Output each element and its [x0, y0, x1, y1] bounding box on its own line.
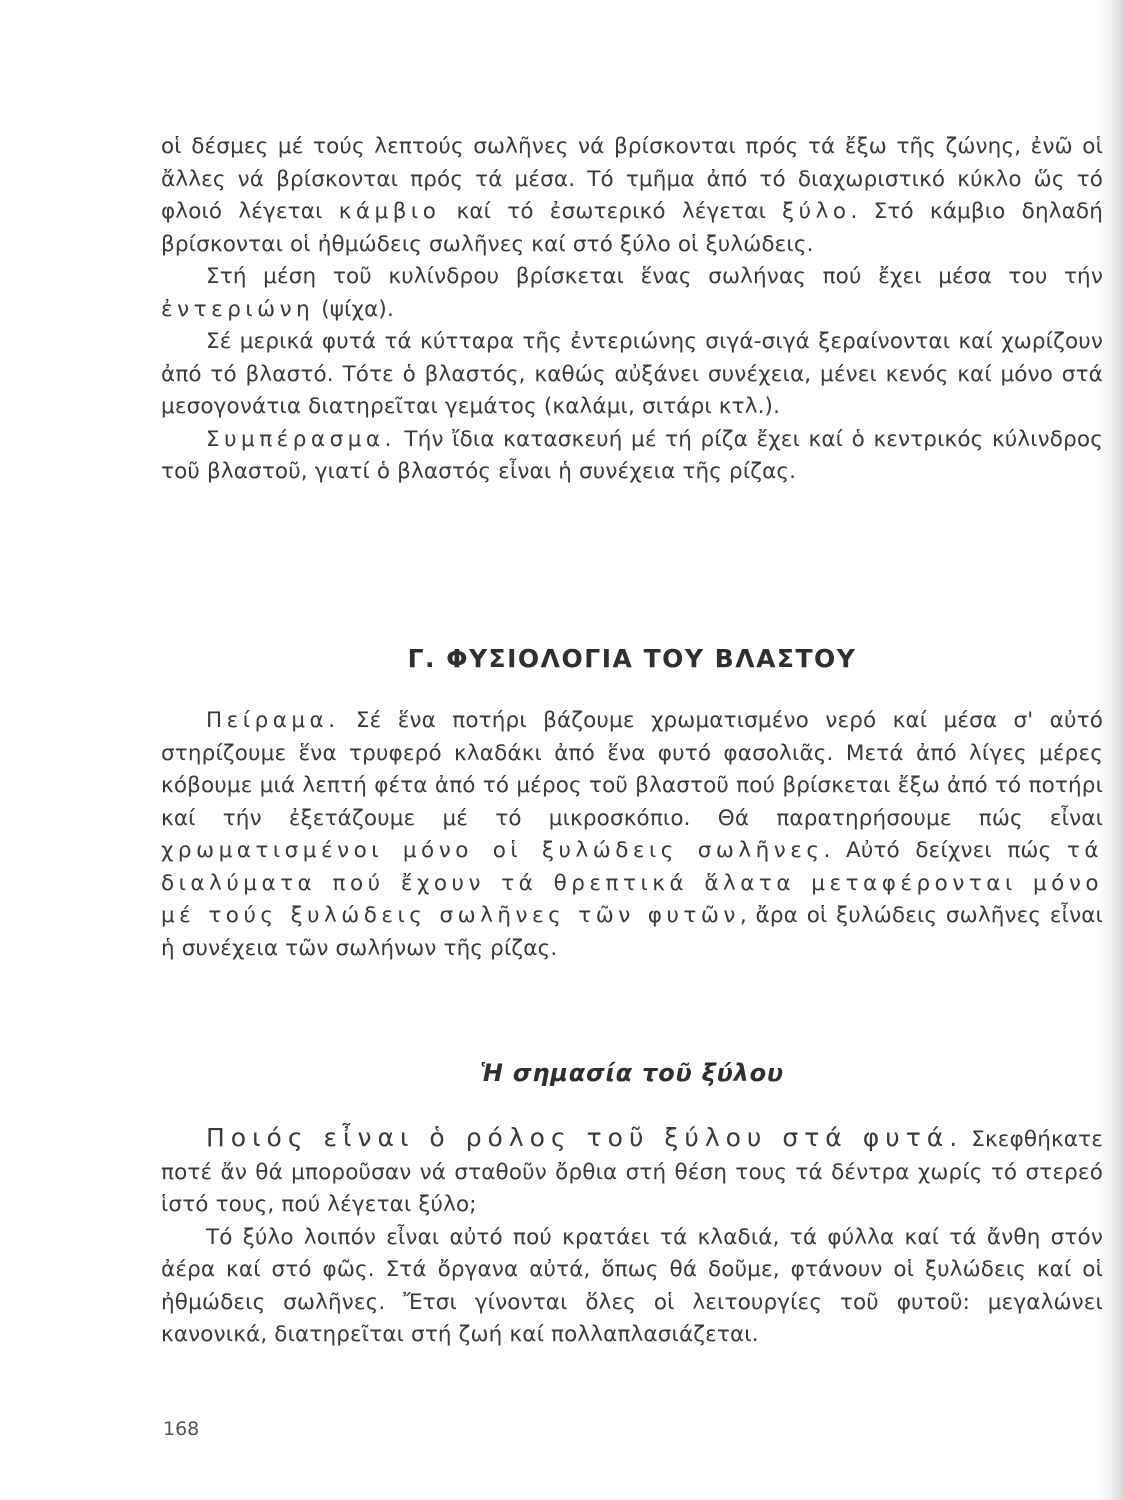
paragraph-wood-question — [161, 1120, 1103, 1222]
paragraph-text: οἱ δέσμες μέ τούς λεπτούς σωλῆνες νά βρίσκονται πρός τά ἔξω τῆς ζώνης, ἐνῶ οἱ ἄλλες νά βρίσκονται πρός τά μέσα. Τό τμῆμα ἀπό τό διαχωριστικό κύκλο ὥς τό φλοιό λέγεται — [161, 134, 1103, 224]
paragraph-text: καί τό ἐσωτερικό λέγεται — [440, 199, 783, 224]
emphasis-colored-vessels: χρωματισμένοι μόνο οἱ ξυλώδεις σωλῆνες — [161, 838, 824, 863]
paragraph-text: Σκεφθήκατε ποτέ ἄν θά μποροῦσαν νά σταθοῦν ὄρθια στή θέση τους τά δέντρα χωρίς τό στερεό ἱστό τους, πού λέγεται ξύλο; — [161, 1127, 1103, 1217]
paragraph-experiment — [161, 705, 1103, 965]
subsection-heading: Ἡ σημασία τοῦ ξύλου — [480, 1059, 784, 1087]
page-number: 168 — [163, 1418, 200, 1440]
term-enteriони: ἐντεριώνη — [161, 296, 315, 322]
paragraph-wood-function: Τό ξύλο λοιπόν εἶναι αὐτό πού κρατάει τά κλαδιά, τά φύλλα καί τά ἄνθη στόν ἀέρα καί στό φῶς. Στά ὄργανα αὐτά, ὅπως θά δοῦμε, φτάνουν οἱ ξυλώδεις καί οἱ ἠθμώδεις σωλῆνες. Ἔτσι γίνονται ὅλες οἱ λειτουργίες τοῦ φυτοῦ: μεγαλώνει κανονικά, διατηρεῖται στή ζωή καί πολλαπλασιάζεται. — [161, 1224, 1103, 1347]
term-experiment: Πείραμα. — [206, 708, 340, 733]
text-block-experiment — [161, 705, 1103, 965]
paragraph-text: Σέ ἕνα ποτήρι βάζουμε χρωματισμένο νερό καί μέσα σ' αὐτό στηρίζουμε ἕνα τρυφερό κλαδάκι ἀπό ἕνα φυτό φασολιᾶς. Μετά ἀπό λίγες μέρες κόβουμε μιά λεπτή φέτα ἀπό τό μέρος τοῦ βλαστοῦ πού βρίσκεται ἔξω ἀπό τό ποτήρι καί τήν ἐξετάζουμε μέ τό μικροσκόπιο. Θά παρατηρήσουμε πώς εἶναι — [161, 708, 1103, 831]
paragraph-vascular-bundles — [161, 131, 1103, 261]
term-kambio: κάμβιο — [338, 199, 441, 224]
paragraph-text: Στή μέση τοῦ κυλίνδρου βρίσκεται ἕνας σωλήνας πού ἔχει μέσα του τήν — [206, 264, 1103, 289]
paragraph-text: , ἄρα οἱ ξυλώδεις σωλῆνες εἶναι ἡ συνέχεια τῶν σωλήνων τῆς ρίζας. — [161, 903, 1103, 961]
paragraph-text: (ψίχα). — [314, 296, 394, 322]
emphasis-transport: τά διαλύματα πού ἔχουν τά θρεπτικά ἅλατα μεταφέρονται μόνο μέ τούς ξυλώδεις σωλῆνες τῶν φυτῶν — [161, 838, 1103, 928]
term-conclusion: Συμπέρασμα. — [206, 426, 396, 452]
term-xylo: ξύλο — [782, 199, 851, 224]
text-block-wood-role — [161, 1120, 1103, 1352]
paragraph-text: . Στό κάμβιο δηλαδή βρίσκονται οἱ ἠθμώδεις σωλῆνες καί στό ξύλο οἱ ξυλώδεις. — [161, 199, 1103, 257]
lead-question: Ποιός εἶναι ὁ ρόλος τοῦ ξύλου στά φυτά. — [206, 1123, 964, 1152]
paragraph-conclusion — [161, 424, 1103, 489]
paragraph-text: Τήν ἴδια κατασκευή μέ τή ρίζα ἔχει καί ὁ κεντρικός κύλινδρος τοῦ βλαστοῦ, γιατί ὁ βλαστός εἶναι ἡ συνέχεια τῆς ρίζας. — [161, 426, 1103, 484]
text-block-structure — [161, 131, 1103, 489]
paragraph-text: . Αὐτό δείχνει πώς — [823, 838, 1067, 863]
section-heading: Γ. ΦΥΣΙΟΛΟΓΙΑ ΤΟΥ ΒΛΑΣΤΟΥ — [407, 644, 857, 673]
paragraph-pith — [161, 261, 1103, 326]
paragraph-hollow-stems: Σέ μερικά φυτά τά κύτταρα τῆς ἐντεριώνης σιγά-σιγά ξεραίνονται καί χωρίζουν ἀπό τό βλαστό. Τότε ὁ βλαστός, καθώς αὐξάνει συνέχεια, μένει κενός καί μόνο στά μεσογονάτια διατηρεῖται γεμάτος (καλάμι, σιτάρι κτλ.). — [161, 329, 1103, 419]
